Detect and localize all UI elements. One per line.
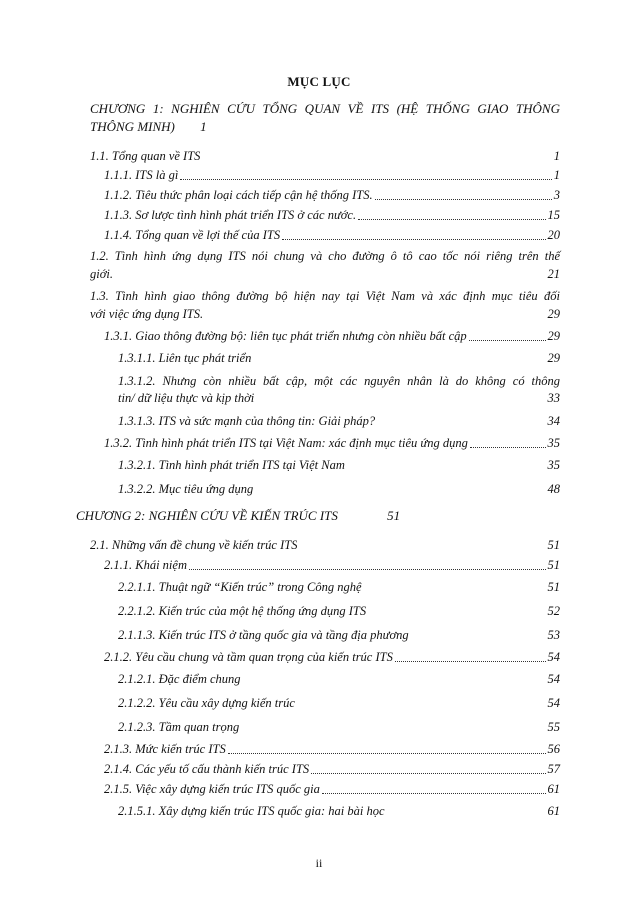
toc-entry-chapter-1-cont[interactable] <box>90 118 560 135</box>
toc-entry-text: CHƯƠNG 2: NGHIÊN CỨU VỀ KIẾN TRÚC ITS <box>76 508 338 523</box>
toc-entry-text: 1.3. Tình hình giao thông đường bộ hiện nay tại Việt Nam và xác định mục tiêu đối <box>90 289 560 303</box>
toc-entry[interactable] <box>104 227 560 244</box>
toc-entry-page: 3 <box>553 188 560 202</box>
toc-entry-text: 2.1.4. Các yếu tố cấu thành kiến trúc ITS <box>104 762 310 776</box>
toc-entry[interactable] <box>104 207 560 224</box>
toc-entry-text-cont: tin/ dữ liệu thực và kịp thời <box>118 391 255 405</box>
toc-entry-page: 29 <box>547 329 560 343</box>
toc-entry[interactable] <box>104 435 560 452</box>
toc-entry-text: 2.1.1.3. Kiến trúc ITS ở tầng quốc gia và tầng địa phương <box>118 628 409 642</box>
toc-entry-text: 1.1.2. Tiêu thức phân loại cách tiếp cận hệ thống ITS. <box>104 188 373 202</box>
toc-entry[interactable] <box>118 481 560 498</box>
toc-entry-text: 1.1.3. Sơ lược tình hình phát triển ITS ở các nước. <box>104 208 357 222</box>
toc-title: MỤC LỤC <box>287 74 351 89</box>
toc-entry-text-cont: giới. <box>90 267 113 281</box>
toc-entry-page: 55 <box>547 720 560 734</box>
toc-entry-chapter-2[interactable] <box>76 507 560 524</box>
toc-entry-text-cont: THÔNG MINH) <box>90 119 175 134</box>
dot-leader <box>311 773 545 774</box>
toc-entry[interactable] <box>118 627 560 644</box>
toc-entry-page: 51 <box>387 508 401 523</box>
toc-entry-page: 35 <box>547 436 560 450</box>
toc-entry[interactable] <box>90 148 560 165</box>
toc-entry-page: 20 <box>547 228 560 242</box>
toc-entry-page: 15 <box>547 208 560 222</box>
page-number: ii <box>315 856 323 870</box>
dot-leader <box>189 569 546 570</box>
toc-entry-page: 1 <box>553 168 560 182</box>
toc-entry-page: 34 <box>547 414 560 428</box>
toc-entry-page: 52 <box>547 604 560 618</box>
toc-entry-page: 61 <box>547 782 560 796</box>
dot-leader <box>375 199 552 200</box>
toc-entry-page: 29 <box>547 307 560 321</box>
toc-entry-cont[interactable] <box>90 266 560 283</box>
toc-entry-text: 2.1.5.1. Xây dựng kiến trúc ITS quốc gia: hai bài học <box>118 804 385 818</box>
toc-entry-text-cont: với việc ứng dụng ITS. <box>90 307 204 321</box>
toc-entry-page: 53 <box>547 628 560 642</box>
toc-entry[interactable] <box>118 579 560 596</box>
toc-entry-text: 1.3.2.2. Mục tiêu ứng dụng <box>118 482 254 496</box>
toc-entry-text: 1.1.4. Tổng quan về lợi thế của ITS <box>104 228 281 242</box>
toc-entry-text: 1.3.1.1. Liên tục phát triển <box>118 351 252 365</box>
toc-entry[interactable] <box>118 373 560 390</box>
toc-entry-page: 56 <box>547 742 560 756</box>
toc-entry[interactable] <box>118 671 560 688</box>
toc-entry[interactable] <box>118 457 560 474</box>
dot-leader <box>228 753 546 754</box>
toc-entry-text: 2.1.2. Yêu cầu chung và tầm quan trọng của kiến trúc ITS <box>104 650 393 664</box>
toc-entry-page: 51 <box>547 538 560 552</box>
dot-leader <box>180 179 551 180</box>
toc-entry[interactable] <box>118 695 560 712</box>
toc-entry[interactable] <box>118 719 560 736</box>
toc-entry-chapter-1[interactable] <box>90 100 560 117</box>
toc-entry-text: 2.1.3. Mức kiến trúc ITS <box>104 742 226 756</box>
toc-entry[interactable] <box>104 167 560 184</box>
toc-entry[interactable] <box>118 603 560 620</box>
toc-entry-text: 2.2.1.2. Kiến trúc của một hệ thống ứng dụng ITS <box>118 604 367 618</box>
toc-entry-text: 1.3.2. Tình hình phát triển ITS tại Việt Nam: xác định mục tiêu ứng dụng <box>104 436 468 450</box>
toc-entry[interactable] <box>104 761 560 778</box>
toc-entry[interactable] <box>104 187 560 204</box>
dot-leader <box>469 340 546 341</box>
toc-entry[interactable] <box>118 413 560 430</box>
toc-entry[interactable] <box>90 288 560 305</box>
toc-entry-page: 54 <box>547 696 560 710</box>
toc-entry-text: 1.3.1. Giao thông đường bộ: liên tục phát triển nhưng còn nhiều bất cập <box>104 329 467 343</box>
toc-entry-cont[interactable] <box>90 306 560 323</box>
dot-leader <box>282 239 545 240</box>
toc-entry-page: 29 <box>547 351 560 365</box>
toc-entry-page: 1 <box>200 119 207 134</box>
toc-entry-page: 57 <box>547 762 560 776</box>
toc-entry-text: 2.1. Những vấn đề chung về kiến trúc ITS <box>90 538 298 552</box>
toc-entry-text: 1.3.1.3. ITS và sức mạnh của thông tin: Giải pháp? <box>118 414 376 428</box>
toc-entry-page: 51 <box>547 558 560 572</box>
toc-entry-text: 2.1.1. Khái niệm <box>104 558 187 572</box>
toc-entry-text: 2.1.5. Việc xây dựng kiến trúc ITS quốc gia <box>104 782 320 796</box>
toc-entry[interactable] <box>104 557 560 574</box>
toc-entry-page: 35 <box>547 458 560 472</box>
toc-entry-text: 1.1. Tổng quan về ITS <box>90 149 201 163</box>
toc-entry[interactable] <box>104 649 560 666</box>
toc-entry-page: 33 <box>547 391 560 405</box>
toc-entry[interactable] <box>118 350 560 367</box>
toc-entry-page: 51 <box>547 580 560 594</box>
toc-entry-text: 2.1.2.3. Tầm quan trọng <box>118 720 240 734</box>
toc-entry-page: 1 <box>553 149 560 163</box>
toc-entry[interactable] <box>104 741 560 758</box>
toc-entry-page: 54 <box>547 672 560 686</box>
toc-entry-text: 1.3.2.1. Tình hình phát triển ITS tại Việt Nam <box>118 458 345 472</box>
toc-entry[interactable] <box>90 537 560 554</box>
dot-leader <box>395 661 546 662</box>
dot-leader <box>322 793 546 794</box>
toc-entry-page: 54 <box>547 650 560 664</box>
toc-entry[interactable] <box>104 781 560 798</box>
toc-entry-text: 1.1.1. ITS là gì <box>104 168 179 182</box>
dot-leader <box>358 219 545 220</box>
toc-entry-page: 21 <box>547 267 560 281</box>
toc-entry[interactable] <box>104 328 560 345</box>
dot-leader <box>470 447 546 448</box>
toc-entry-page: 48 <box>547 482 560 496</box>
toc-entry-text: 1.2. Tình hình ứng dụng ITS nói chung và cho đường ô tô cao tốc nói riêng trên thế <box>90 249 560 263</box>
toc-entry-cont[interactable] <box>118 390 560 407</box>
toc-entry[interactable] <box>118 803 560 820</box>
toc-entry-text: 1.3.1.2. Nhưng còn nhiều bất cập, một các nguyên nhân là do không có thông <box>118 374 560 388</box>
toc-entry-text: CHƯƠNG 1: NGHIÊN CỨU TỔNG QUAN VỀ ITS (HỆ THỐNG GIAO THÔNG <box>90 101 560 116</box>
toc-entry-text: 2.1.2.1. Đặc điểm chung <box>118 672 241 686</box>
toc-entry-page: 61 <box>547 804 560 818</box>
toc-entry-text: 2.2.1.1. Thuật ngữ “Kiến trúc” trong Công nghệ <box>118 580 362 594</box>
toc-entry-text: 2.1.2.2. Yêu cầu xây dựng kiến trúc <box>118 696 295 710</box>
toc-entry[interactable] <box>90 248 560 265</box>
